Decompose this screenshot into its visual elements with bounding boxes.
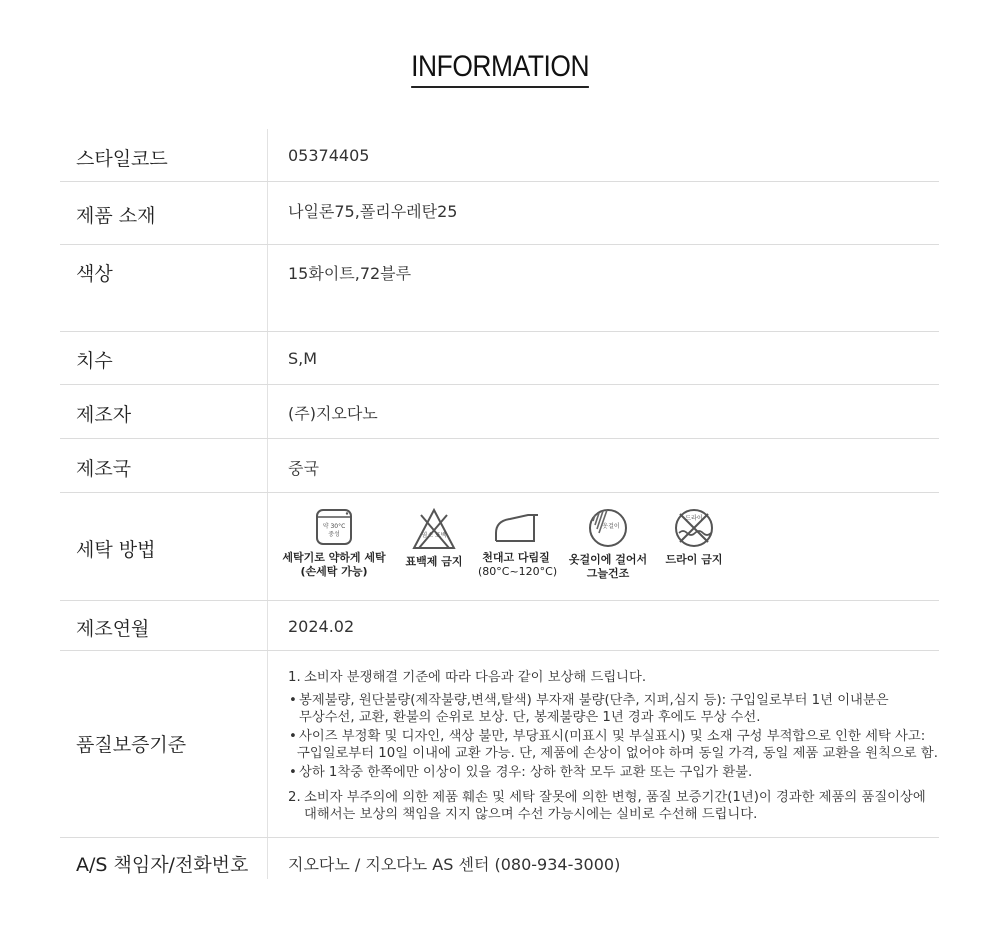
svg-text:드라이: 드라이 (685, 515, 703, 522)
bullet-dot: • (289, 765, 297, 780)
row-label: 제조국 (76, 458, 132, 480)
no-bleach-item (402, 507, 466, 569)
warranty-text: 소비자 분쟁해결 기준에 따라 다음과 같이 보상해 드립니다. (304, 670, 647, 685)
bullet-dot: • (289, 729, 297, 744)
row-style-code (60, 129, 939, 182)
washing-icons (282, 507, 742, 587)
row-value: 지오다노 / 지오다노 AS 센터 (080-934-3000) (288, 855, 621, 874)
row-value: 05374405 (288, 146, 370, 165)
row-date (60, 601, 939, 651)
divider (267, 493, 268, 600)
iron-icon (490, 507, 542, 547)
warranty-num: 1. (288, 670, 301, 685)
row-value: 중국 (288, 459, 319, 478)
row-washing (60, 493, 939, 601)
warranty-text: 대해서는 보상의 책임을 지지 않으며 수선 가능시에는 실비로 수선해 드립니다. (304, 807, 758, 822)
no-dry-clean-icon (671, 507, 717, 549)
bullet-dot: • (289, 693, 297, 708)
row-label: 스타일코드 (76, 148, 168, 170)
row-value: S,M (288, 349, 318, 368)
row-value: 나일론75,폴리우레탄25 (288, 202, 458, 221)
row-value: 2024.02 (288, 617, 355, 636)
hand-wash-item (282, 507, 386, 579)
no-dry-clean-item (662, 507, 726, 567)
page-title: INFORMATION (411, 50, 589, 88)
row-label: 제품 소재 (76, 205, 156, 227)
svg-text:약 30°C: 약 30°C (322, 523, 346, 530)
divider (267, 838, 268, 879)
row-value: (주)지오다노 (288, 404, 378, 423)
divider (267, 385, 268, 438)
row-warranty (60, 651, 939, 838)
divider (267, 129, 268, 181)
warranty-bullet-line: 구입일로부터 10일 이내에 교환 가능. 단, 제품에 손상이 없어야 하며 동일 가격, 동일 제품 교환을 원칙으로 함. (297, 746, 938, 761)
row-label: 세탁 방법 (76, 539, 156, 561)
row-color (60, 245, 939, 332)
hang-dry-shade-icon (585, 507, 631, 549)
divider (267, 182, 268, 244)
wash-caption: 세탁기로 약하게 세탁 (282, 551, 386, 564)
row-size (60, 332, 939, 385)
warranty-bullet-line: 무상수선, 교환, 환불의 순위로 보상. 단, 봉제불량은 1년 경과 후에도 무상 수선. (299, 710, 761, 725)
row-manufacturer (60, 385, 939, 439)
row-material (60, 182, 939, 245)
wash-caption-sub: (손세탁 가능) (300, 565, 368, 578)
warranty-bullet-line: 상하 1착중 한쪽에만 이상이 있을 경우: 상하 한착 모두 교환 또는 구입가 환불. (299, 765, 753, 780)
row-as (60, 838, 939, 879)
row-label: 색상 (76, 263, 113, 285)
svg-text:염소 표백: 염소 표백 (421, 532, 447, 539)
divider (267, 439, 268, 492)
wash-caption-sub: (80°C~120°C) (478, 565, 558, 578)
row-value: 15화이트,72블루 (288, 264, 412, 283)
wash-caption: 표백제 금지 (405, 555, 463, 568)
hand-wash-icon (314, 507, 354, 547)
divider (267, 245, 268, 331)
warranty-text: 소비자 부주의에 의한 제품 훼손 및 세탁 잘못에 의한 변형, 품질 보증기간(1년)이 경과한 제품의 품질이상에 (304, 790, 926, 805)
divider (267, 601, 268, 650)
wash-caption-sub: 그늘건조 (586, 567, 630, 580)
svg-text:중성: 중성 (328, 531, 340, 538)
warranty-bullet-line: 사이즈 부정확 및 디자인, 색상 불만, 부당표시(미표시 및 부실표시) 및 소재 구성 부적합으로 인한 세탁 사고: (299, 729, 926, 744)
row-country (60, 439, 939, 493)
svg-text:옷걸이: 옷걸이 (602, 523, 620, 530)
wash-caption: 드라이 금지 (665, 553, 723, 566)
row-label: 제조연월 (76, 618, 150, 640)
wash-caption: 천대고 다림질 (482, 551, 550, 564)
no-bleach-icon (411, 507, 457, 551)
row-label: 제조자 (76, 404, 132, 426)
row-label: 치수 (76, 350, 113, 372)
divider (267, 332, 268, 384)
info-table (60, 129, 939, 879)
warranty-num: 2. (288, 790, 301, 805)
wash-caption: 옷걸이에 걸어서 (568, 553, 648, 566)
row-label: A/S 책임자/전화번호 (76, 854, 249, 876)
warranty-bullet-line: 봉제불량, 원단불량(제작불량,변색,탈색) 부자재 불량(단추, 지퍼,심지 등): 구입일로부터 1년 이내분은 (299, 693, 889, 708)
hang-dry-shade-item (568, 507, 648, 581)
title-wrap (0, 50, 1000, 88)
divider (267, 651, 268, 837)
iron-item (478, 507, 558, 579)
row-label: 품질보증기준 (76, 734, 187, 756)
